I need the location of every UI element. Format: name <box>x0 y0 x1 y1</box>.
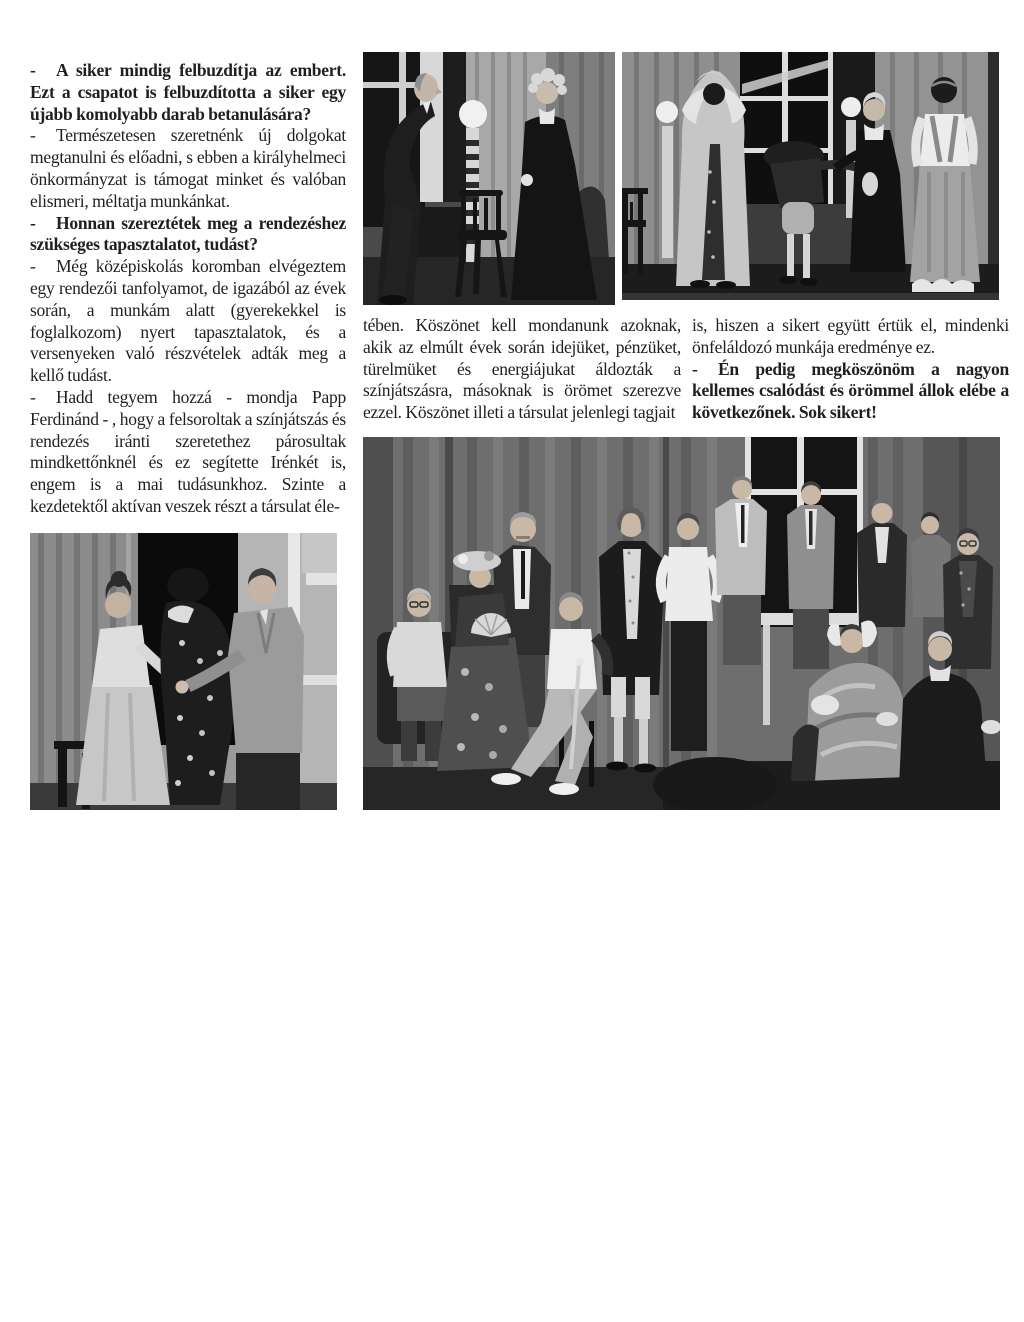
photo-stage-scene-duo-art <box>363 52 615 305</box>
paragraph-answer-1: - Természetesen szeretnénk új dolgokat megtanulni és előadni, s ebben a királyhelmeci önkormányzat is támogat minket és valóban elismeri, méltatja munkánkat. <box>30 125 346 211</box>
dash-lead: - <box>692 358 698 379</box>
dash-lead: - <box>30 212 36 233</box>
paragraph-question-2: - Honnan szereztétek meg a rendezéshez szükséges tapasztalatot, tudást? <box>30 212 346 255</box>
dash-lead: - <box>30 386 36 407</box>
article-column-left <box>30 60 346 518</box>
paragraph-answer-2: - Még középiskolás koromban elvégeztem egy rendezői tanfolyamot, de igazából az évek során, a munkám alatt (gyerekekkel is foglalkozom) nyert tapasztalatok, és a versenyeken való részvételek adták meg a kellő tudást. <box>30 256 346 386</box>
paragraph-continuation-2: is, hiszen a sikert együtt értük el, mindenki önfeláldozó munkája eredménye ez. <box>692 315 1009 357</box>
paragraph-closing: - Én pedig megköszönöm a nagyon kellemes csalódást és örömmel állok elébe a következőnek. Sok sikert! <box>692 358 1009 423</box>
paragraph-answer-3: - Hadd tegyem hozzá - mondja Papp Ferdinánd - , hogy a felsoroltak a színjátszás és rendezés iránti szeretethez párosultak mindkettőnknél és ez segítette Irénkét is, engem is a mai tudásunkhoz. Szinte a kezdetektől aktívan veszek részt a társulat éle- <box>30 386 346 516</box>
paragraph-continuation: tében. Köszönet kell mondanunk azoknak, akik az elmúlt évek során idejüket, pénzüket, türelmüket és energiájukat áldozták a színjátszásra, másoknak is örömet szerezve ezzel. Köszönet illeti a társulat jelenlegi tagjait <box>363 315 681 423</box>
photo-stage-scene-handshake <box>30 533 337 810</box>
photo-stage-scene-cape-art <box>622 52 999 300</box>
article-column-right <box>692 315 1009 424</box>
photo-cast-group-art <box>363 437 1000 810</box>
dash-lead: - <box>30 256 36 277</box>
photo-stage-scene-handshake-art <box>30 533 337 810</box>
article-column-middle <box>363 315 681 424</box>
photo-stage-scene-cape <box>622 52 999 300</box>
photo-stage-scene-duo <box>363 52 615 305</box>
dash-lead: - <box>30 60 36 80</box>
actor-caped-figure <box>676 70 750 289</box>
photo-cast-group <box>363 437 1000 810</box>
dash-lead: - <box>30 125 36 146</box>
paragraph-question-1: - A siker mindig felbuzdítja az embert. Ezt a csapatot is felbuzdította a siker egy újabb komolyabb darab betanulására? <box>30 60 346 124</box>
